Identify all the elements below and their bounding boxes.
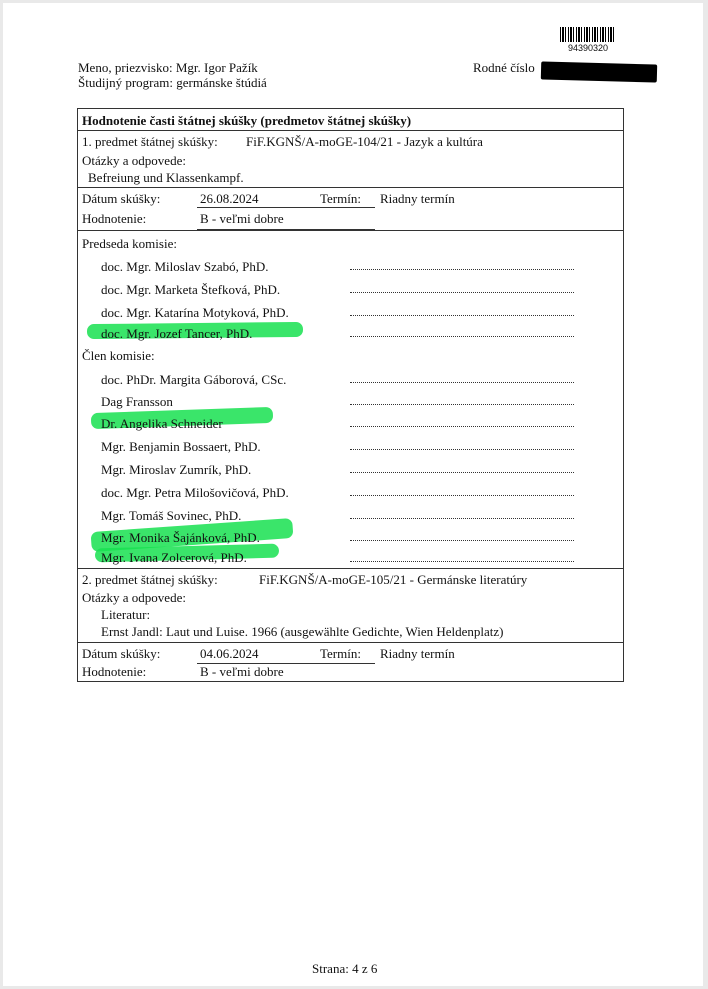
subject2-term: Riadny termín [380,646,455,661]
subject2-qa-item: Ernst Jandl: Laut und Luise. 1966 (ausgewählte Gedichte, Wien Heldenplatz) [101,624,504,639]
subject2-date: 04.06.2024 [200,646,259,661]
subject2-grade-label: Hodnotenie: [82,664,147,679]
redaction-bar [541,61,657,82]
committee-member: Mgr. Ivana Zolcerová, PhD. [101,550,247,565]
subject1-term: Riadny termín [380,191,455,206]
signature-line [350,292,574,293]
committee-member: Mgr. Monika Šajánková, PhD. [101,530,260,545]
committee-member: Mgr. Miroslav Zumrík, PhD. [101,462,252,477]
signature-line [350,518,574,519]
signature-line [350,540,574,541]
subject1-date-label: Dátum skúšky: [82,191,161,206]
subject1-qa-item: Befreiung und Klassenkampf. [88,170,244,185]
subject1-date: 26.08.2024 [200,191,259,206]
member-label: Člen komisie: [82,348,155,363]
subject2-qa-label: Otázky a odpovede: [82,590,186,605]
subject2-qa-item: Literatur: [101,607,151,622]
signature-line [350,472,574,473]
signature-line [350,382,574,383]
subject1-label: 1. predmet štátnej skúšky: [82,134,218,149]
document-page [3,3,703,986]
signature-line [350,495,574,496]
signature-line [350,426,574,427]
subject2-label: 2. predmet štátnej skúšky: [82,572,218,587]
signature-line [350,315,574,316]
committee-member: doc. Mgr. Petra Milošovičová, PhD. [101,485,289,500]
barcode [560,27,616,42]
subject1-qa-label: Otázky a odpovede: [82,153,186,168]
committee-member: doc. PhDr. Margita Gáborová, CSc. [101,372,287,387]
page-number: Strana: 4 z 6 [312,961,378,976]
signature-line [350,561,574,562]
chair-label: Predseda komisie: [82,236,177,251]
subject2-code-name: FiF.KGNŠ/A-moGE-105/21 - Germánske literatúry [259,572,528,587]
subject1-grade-label: Hodnotenie: [82,211,147,226]
subject2-term-label: Termín: [320,646,361,661]
chair-member: doc. Mgr. Jozef Tancer, PhD. [101,326,253,341]
subject1-code-name: FiF.KGNŠ/A-moGE-104/21 - Jazyk a kultúra [246,134,483,149]
committee-member: Mgr. Tomáš Sovinec, PhD. [101,508,242,523]
student-name: Meno, priezvisko: Mgr. Igor Pažík [78,60,258,75]
committee-member: Mgr. Benjamin Bossaert, PhD. [101,439,261,454]
committee-member: Dr. Angelika Schneider [101,416,223,431]
committee-member: Dag Fransson [101,394,173,409]
subject1-grade: B - veľmi dobre [200,211,284,226]
chair-member: doc. Mgr. Katarína Motyková, PhD. [101,305,289,320]
signature-line [350,336,574,337]
subject1-term-label: Termín: [320,191,361,206]
barcode-number: 94390320 [567,43,609,53]
signature-line [350,404,574,405]
chair-member: doc. Mgr. Miloslav Szabó, PhD. [101,259,269,274]
signature-line [350,269,574,270]
chair-member: doc. Mgr. Marketa Štefková, PhD. [101,282,281,297]
subject2-grade: B - veľmi dobre [200,664,284,679]
signature-line [350,449,574,450]
subject2-date-label: Dátum skúšky: [82,646,161,661]
table-title: Hodnotenie časti štátnej skúšky (predmetov štátnej skúšky) [82,113,412,128]
study-program: Študijný program: germánske štúdiá [78,75,267,90]
birth-number-label: Rodné číslo [473,60,535,75]
